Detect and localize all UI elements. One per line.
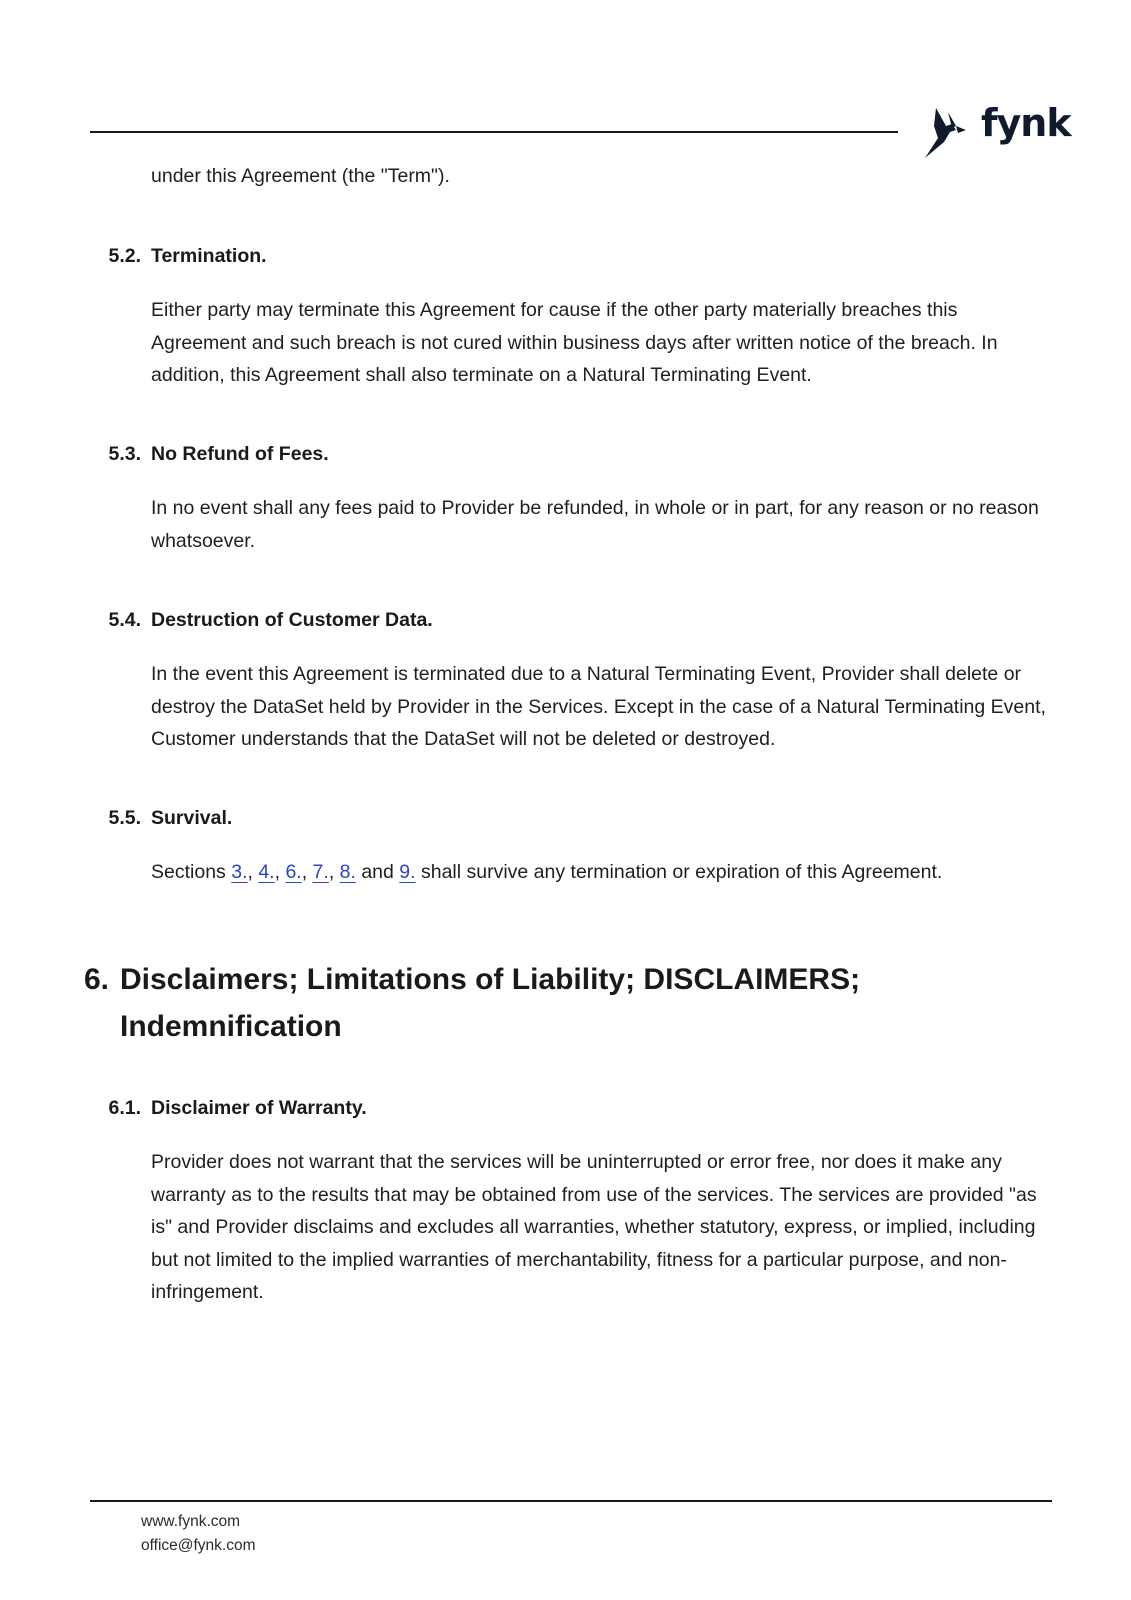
section-link-7[interactable]: 7. — [312, 861, 329, 883]
footer-website: www.fynk.com — [141, 1513, 241, 1530]
section-link-9[interactable]: 9. — [399, 861, 416, 883]
subsection-title-termination: Termination. — [151, 245, 267, 267]
continuation-text: under this Agreement (the "Term"). — [151, 165, 450, 187]
subsection-number-5-2: 5.2. — [108, 245, 141, 267]
separator: , — [274, 861, 286, 883]
separator: , — [247, 861, 259, 883]
no-refund-body: In no event shall any fees paid to Provider be refunded, in whole or in part, for any reason or no reason whatsoever. — [151, 497, 1039, 552]
section-title-disclaimers: Disclaimers; Limitations of Liability; DISCLAIMERS; Indemnification — [120, 963, 861, 1043]
separator: , — [301, 861, 313, 883]
logo-wordmark: fynk — [981, 101, 1071, 145]
disclaimer-warranty-body: Provider does not warrant that the services will be uninterrupted or error free, nor does it make any warranty as to the results that may be obtained from use of the services. The services are provided "as is" and Provider disclaims and excludes all warranties, whether statutory, express, or implied, including but not limited to the implied warranties of merchantability, fitness for a particular purpose, and non-infringement. — [151, 1151, 1037, 1303]
destruction-body: In the event this Agreement is terminated due to a Natural Terminating Event, Provider shall delete or destroy the DataSet held by Provider in the Services. Except in the case of a Natural Terminating Event, Customer understands that the DataSet will not be deleted or destroyed. — [151, 663, 1046, 750]
section-link-6[interactable]: 6. — [285, 861, 302, 883]
subsection-title-destruction: Destruction of Customer Data. — [151, 609, 433, 631]
subsection-title-no-refund: No Refund of Fees. — [151, 443, 329, 465]
subsection-number-5-3: 5.3. — [108, 443, 141, 465]
and-word: and — [355, 861, 400, 883]
survival-body — [151, 856, 1056, 889]
survival-suffix: shall survive any termination or expiration of this Agreement. — [415, 861, 943, 883]
subsection-number-6-1: 6.1. — [108, 1097, 141, 1119]
footer-email: office@fynk.com — [141, 1537, 256, 1554]
section-link-8[interactable]: 8. — [339, 861, 356, 883]
section-link-3[interactable]: 3. — [231, 861, 248, 883]
fynk-logo — [922, 101, 1071, 160]
subsection-title-survival: Survival. — [151, 807, 233, 829]
subsection-number-5-5: 5.5. — [108, 807, 141, 829]
footer-divider — [90, 1500, 1052, 1502]
section-link-4[interactable]: 4. — [258, 861, 275, 883]
separator: , — [328, 861, 340, 883]
header-divider — [90, 131, 898, 133]
bird-logo-icon — [922, 106, 978, 160]
section-number-6: 6. — [84, 963, 110, 996]
subsection-number-5-4: 5.4. — [108, 609, 141, 631]
termination-body: Either party may terminate this Agreement for cause if the other party materially breaches this Agreement and such breach is not cured within business days after written notice of the breach. In addition, this Agreement shall also terminate on a Natural Terminating Event. — [151, 299, 998, 386]
subsection-title-disclaimer-warranty: Disclaimer of Warranty. — [151, 1097, 367, 1119]
survival-prefix: Sections — [151, 861, 232, 883]
